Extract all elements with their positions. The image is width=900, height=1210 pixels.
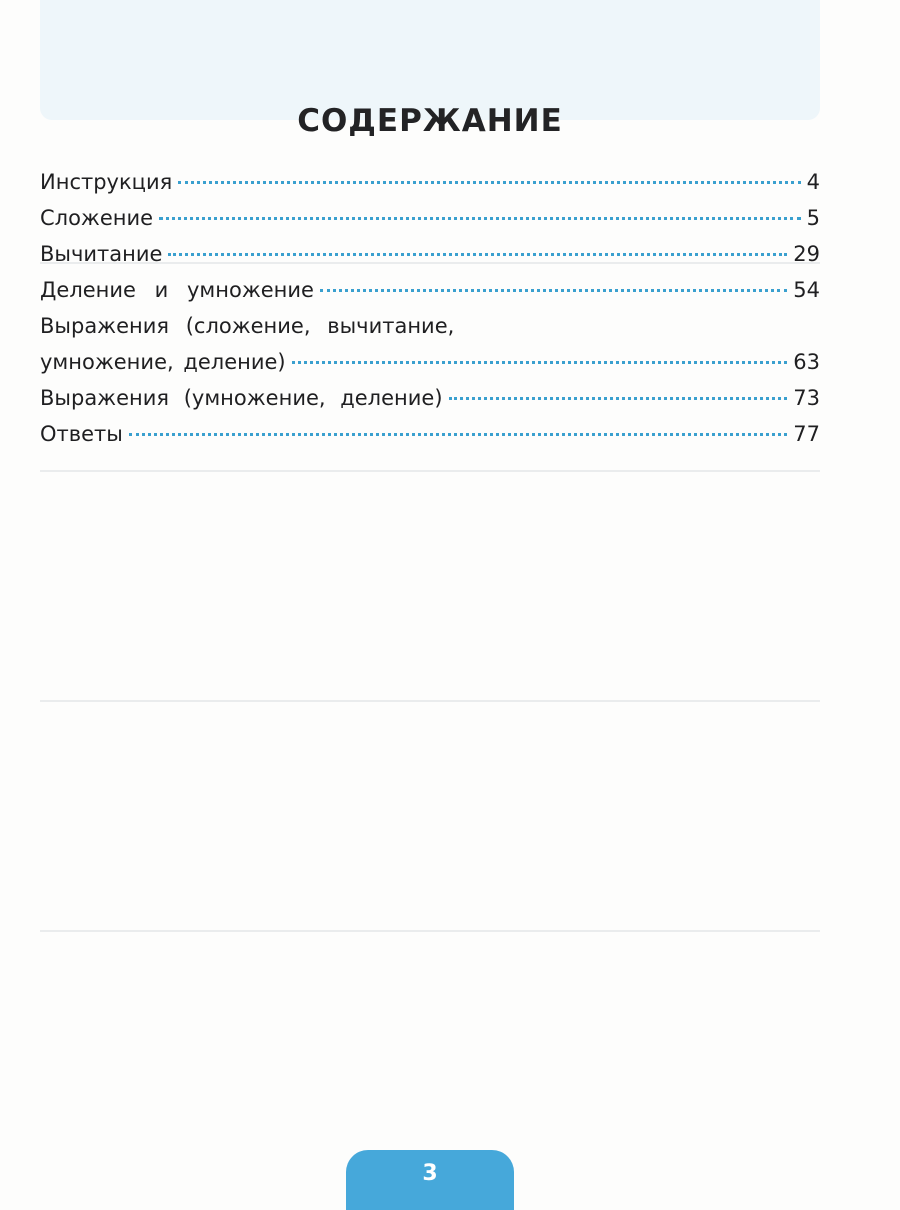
dot-leader [168,253,787,256]
bleed-through-line [40,700,820,702]
toc-entry-title-continued: умножение, деление) [40,350,286,374]
toc-entry-title: Выражения (умножение, деление) [40,386,443,410]
toc-entry-line [40,416,820,452]
dot-leader [292,361,788,364]
dot-leader [129,433,787,436]
dot-leader [320,289,787,292]
toc-entry [40,164,820,200]
toc-entry-line [40,272,820,308]
toc-entry [40,272,820,308]
toc-entry-title: Выражения (сложение, вычитание, [40,314,455,338]
toc-entry-title: Ответы [40,422,123,446]
toc-entry-line [40,200,820,236]
toc-entry-line [40,308,820,344]
toc-entry [40,200,820,236]
page-number: 3 [422,1161,438,1186]
bleed-through-line [40,930,820,932]
toc-entry [40,380,820,416]
toc-entry [40,308,820,380]
dot-leader [178,181,800,184]
toc-page-number: 5 [806,206,820,230]
toc-entry-line [40,236,820,272]
toc-page-number: 73 [793,386,820,410]
toc-entry [40,416,820,452]
toc-page-number: 54 [793,278,820,302]
toc-page-number: 29 [793,242,820,266]
bleed-through-line [40,470,820,472]
toc-entry [40,236,820,272]
toc-entry-title: Вычитание [40,242,163,266]
toc-entry-title: Инструкция [40,170,173,194]
toc-entry-line [40,344,820,380]
toc-page-number: 77 [793,422,820,446]
toc-entry-title: Сложение [40,206,154,230]
toc-entry-line [40,164,820,200]
table-of-contents [40,160,820,452]
toc-entry-line [40,380,820,416]
dot-leader [159,217,801,220]
page-title: СОДЕРЖАНИЕ [297,102,563,139]
dot-leader [449,397,788,400]
toc-page-number: 63 [793,350,820,374]
page-number-badge [346,1150,514,1210]
toc-page-number: 4 [806,170,820,194]
toc-entry-title: Деление и умножение [40,278,314,302]
